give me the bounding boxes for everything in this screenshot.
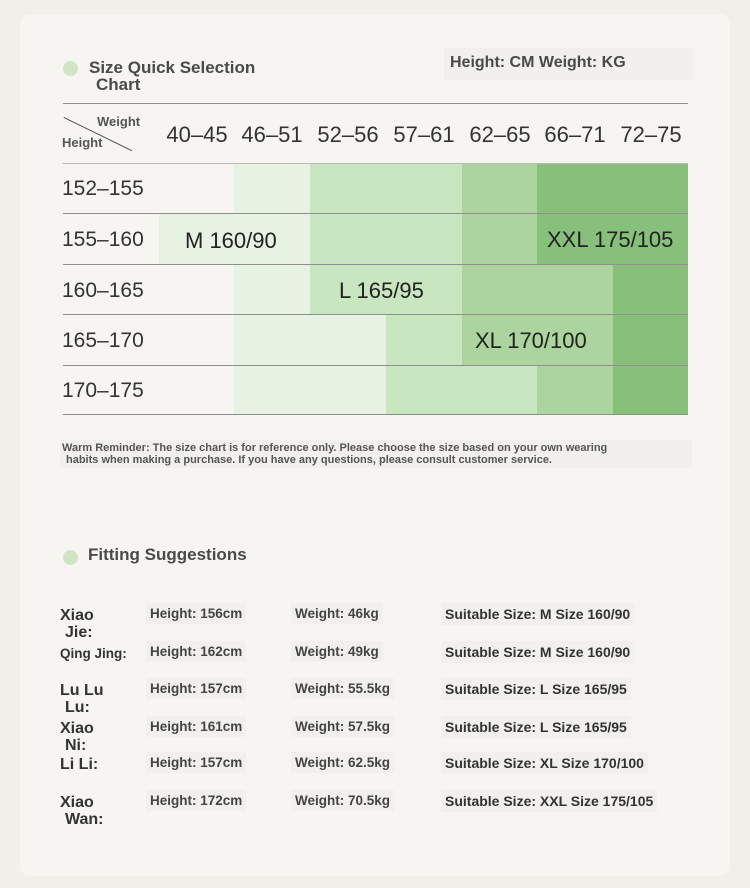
row-rule [63, 365, 688, 366]
chart-title-line2: Chart [96, 75, 141, 94]
warm-reminder [60, 440, 692, 468]
weight-header: 66–71 [544, 122, 606, 147]
fit-name: Xiao [60, 794, 94, 811]
weight-header: 57–61 [393, 122, 455, 147]
fit-name: Lu Lu [60, 682, 104, 699]
corner-height-label: Height [62, 135, 103, 150]
fit-weight: Weight: 70.5kg [291, 790, 394, 811]
fit-name-cont: Lu: [65, 699, 90, 716]
section-dot-icon [63, 61, 78, 76]
fit-weight: Weight: 49kg [291, 641, 383, 662]
height-row-label: 170–175 [62, 379, 144, 402]
cell-xl [537, 366, 613, 415]
fit-name: Li Li: [60, 756, 99, 773]
weight-header: 72–75 [620, 122, 682, 147]
fit-weight: Weight: 46kg [291, 603, 383, 624]
height-row-label: 165–170 [62, 329, 144, 352]
size-label-xl: XL 170/100 [475, 328, 587, 353]
fit-weight: Weight: 55.5kg [291, 678, 394, 699]
fit-name: Xiao [60, 607, 94, 624]
height-row-label: 152–155 [62, 177, 144, 200]
chart-title-line1: Size Quick Selection [89, 58, 256, 77]
fit-name: Xiao [60, 720, 94, 737]
fit-suitable-size: Suitable Size: L Size 165/95 [441, 678, 631, 700]
row-rule [63, 213, 688, 214]
fit-suitable-size: Suitable Size: L Size 165/95 [441, 716, 631, 738]
fit-height: Height: 172cm [146, 790, 246, 811]
cell-xl [462, 265, 613, 314]
fit-name-cont: Wan: [65, 811, 104, 828]
fit-suitable-size: Suitable Size: XL Size 170/100 [441, 752, 648, 774]
fit-height: Height: 157cm [146, 678, 246, 699]
weight-header: 62–65 [469, 122, 531, 147]
height-row-label: 160–165 [62, 279, 144, 302]
units-note: Height: CM Weight: KG [444, 48, 694, 80]
fitting-title: Fitting Suggestions [88, 545, 247, 564]
height-row-label: 155–160 [62, 228, 144, 251]
size-label-l: L 165/95 [339, 278, 424, 303]
row-rule [63, 163, 688, 164]
fit-suitable-size: Suitable Size: M Size 160/90 [441, 641, 634, 663]
corner-weight-label: Weight [97, 114, 141, 129]
cell-m [234, 163, 310, 213]
cell-xxl [613, 265, 688, 415]
fit-suitable-size: Suitable Size: M Size 160/90 [441, 603, 634, 625]
cell-m [234, 265, 310, 415]
weight-header: 40–45 [166, 122, 228, 147]
fit-height: Height: 156cm [146, 603, 246, 624]
fit-name: Qing Jing: [60, 646, 127, 661]
row-rule [63, 314, 688, 315]
size-label-xxl: XXL 175/105 [547, 227, 674, 252]
fit-height: Height: 161cm [146, 716, 246, 737]
section-dot-icon [63, 550, 78, 565]
fit-weight: Weight: 62.5kg [291, 752, 394, 773]
table-bottom-rule [63, 414, 688, 415]
table-top-rule [63, 103, 688, 104]
fit-height: Height: 162cm [146, 641, 246, 662]
reminder-line2: habits when making a purchase. If you have any questions, please consult customer service. [66, 454, 552, 466]
fit-name-cont: Ni: [65, 737, 87, 754]
weight-header: 52–56 [317, 122, 379, 147]
weight-header: 46–51 [241, 122, 303, 147]
fit-height: Height: 157cm [146, 752, 246, 773]
fit-weight: Weight: 57.5kg [291, 716, 394, 737]
reminder-line1: Warm Reminder: The size chart is for reference only. Please choose the size based on your own wearing [62, 442, 608, 454]
fit-name-cont: Jie: [65, 624, 93, 641]
fit-suitable-size: Suitable Size: XXL Size 175/105 [441, 790, 657, 812]
size-label-m: M 160/90 [185, 228, 277, 253]
row-rule [63, 264, 688, 265]
